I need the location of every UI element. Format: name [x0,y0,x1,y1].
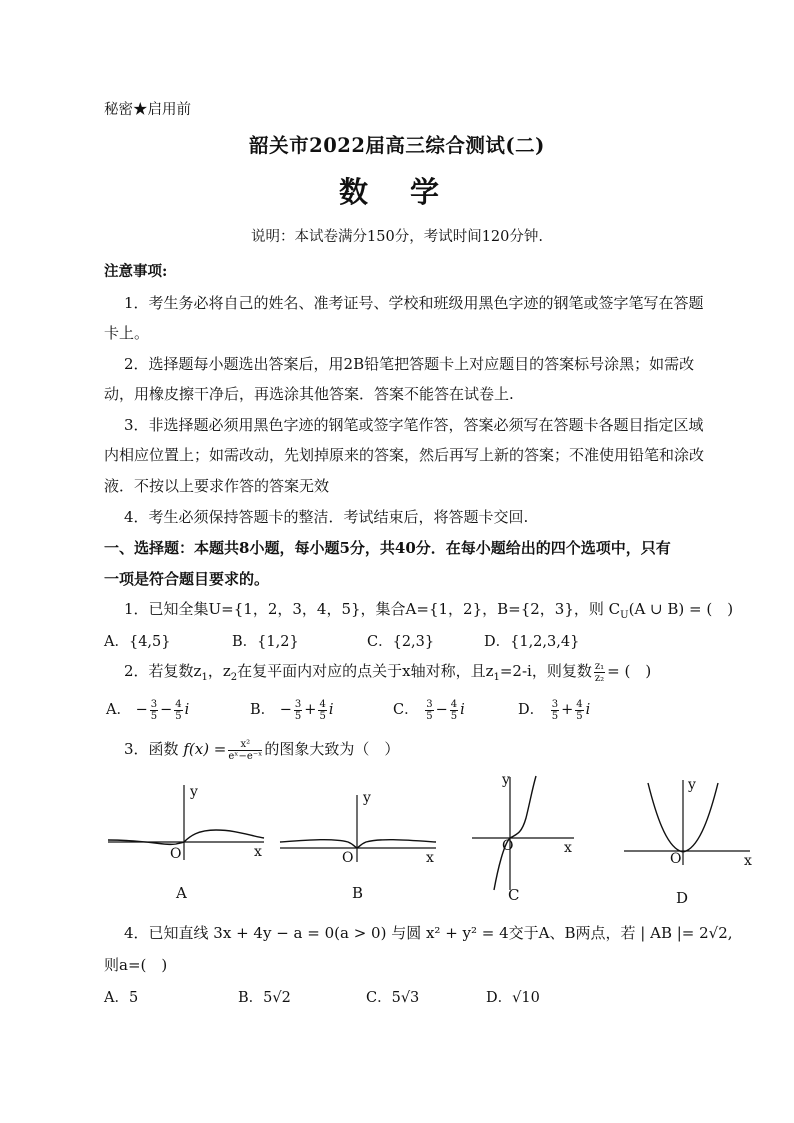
notice-line: 1．考生务必将自己的姓名、准考证号、学校和班级用黑色字迹的钢笔或签字笔写在答题 [124,294,704,312]
q2-option-c [393,698,465,722]
graph-d-y-label: y [688,777,696,793]
q3-stem-part: 3．函数 [124,740,179,758]
q1-complement-subscript: U [620,610,629,621]
question-1-stem [124,598,733,621]
notice-line: 2．选择题每小题选出答案后，用2B铅笔把答题卡上对应题目的答案标号涂黑；如需改 [124,355,695,373]
graph-b-y-label: y [363,790,371,806]
opt-frac [174,699,182,722]
imag-unit: i [460,702,465,718]
section-heading: 一、选择题：本题共8小题，每小题5分，共40分．在每小题给出的四个选项中，只有 [104,539,671,557]
opt-sign: − [279,702,292,718]
q4-option-b: B．5√2 [238,990,291,1006]
opt-label: B． [250,702,276,718]
graph-a-label: A [176,884,187,902]
q2-frac-num: z₁ [594,660,605,672]
notice-line: 液．不按以上要求作答的答案无效 [104,477,330,495]
q2-stem-part: ，z [207,662,231,680]
frac-den: 5 [450,710,458,722]
frac-num: 3 [150,698,158,710]
q3-fraction [228,739,262,762]
graph-d-svg [622,775,756,910]
opt-sign: − [135,702,148,718]
frac-num: 4 [450,698,458,710]
q3-function: f(x) = [183,740,227,758]
question-4-stem: 4．已知直线 3x + 4y − a = 0(a > 0) 与圆 x² + y² = 4交于A、B两点，若 | AB |= 2√2, [124,924,733,942]
q2-subscript: 1 [493,672,500,683]
frac-den: 5 [551,710,559,722]
frac-num: 3 [294,698,302,710]
q1-stem-tail: (A ∪ B) = ( ) [628,600,734,618]
frac-num: 3 [551,698,559,710]
exam-description: 说明：本试卷满分150分，考试时间120分钟. [251,229,543,245]
imag-unit: i [585,702,591,718]
notice-line: 动，用橡皮擦干净后，再选涂其他答案．答案不能答在试卷上. [104,385,514,403]
opt-frac [450,699,458,722]
q3-frac-num: x² [228,739,262,751]
opt-frac [150,699,158,722]
opt-sign: − [435,702,448,718]
question-4-stem-cont: 则a=( ) [104,956,168,974]
frac-den: 5 [426,710,433,722]
opt-sign: − [160,702,173,718]
q2-fraction [594,661,605,684]
opt-frac [425,699,433,722]
q2-stem-part: 2．若复数z [124,662,202,680]
q1-option-c: C．{2,3} [367,634,435,650]
frac-den: 5 [576,710,583,722]
q3-graph-b [278,790,438,905]
q3-graph-d [622,775,756,910]
question-3-stem [124,738,399,762]
graph-a-origin-label: O [170,846,182,862]
frac-num: 4 [319,698,326,710]
frac-den: 5 [294,710,302,722]
opt-label: C． [393,702,419,718]
q2-subscript: 2 [230,672,238,683]
frac-den: 5 [175,710,182,722]
q2-frac-den: z₂ [594,672,605,684]
opt-frac [318,699,326,722]
section-heading-cont: 一项是符合题目要求的。 [104,570,270,588]
opt-frac [294,699,302,722]
graph-c-y-label: y [502,772,510,788]
q3-stem-part: 的图象大致为（ ） [264,740,400,758]
imag-unit: i [184,702,190,718]
q3-graph-a [106,780,266,905]
q2-option-b [250,698,333,722]
q2-subscript: 1 [201,672,208,683]
frac-den: 5 [150,710,158,722]
q1-stem-text: 1．已知全集U={1，2，3，4，5}，集合A={1，2}，B={2，3}，则 C [124,600,621,618]
q4-option-a: A．5 [104,990,139,1006]
imag-unit: i [328,702,334,718]
q2-option-d [518,698,590,722]
q1-option-a: A．{4,5} [104,634,171,650]
graph-c-x-label: x [564,840,572,856]
notice-line: 4．考生必须保持答题卡的整洁．考试结束后，将答题卡交回. [124,508,529,526]
q2-stem-part: =2-i，则复数 [499,662,592,680]
graph-a-y-label: y [190,784,198,800]
opt-sign: + [304,702,317,718]
frac-num: 4 [175,698,182,710]
notice-heading: 注意事项: [104,263,168,280]
opt-label: D． [518,702,545,718]
q4-option-c: C．5√3 [366,990,420,1006]
notice-line: 卡上。 [104,324,150,342]
graph-b-origin-label: O [342,850,354,866]
graph-d-origin-label: O [670,851,682,867]
graph-c-label: C [508,886,520,904]
frac-den: 5 [319,710,326,722]
graph-d-x-label: x [744,853,752,869]
q2-option-a [106,698,189,722]
opt-label: A． [106,702,131,718]
exam-title: 韶关市2022届高三综合测试(二) [249,134,545,157]
q3-frac-den: eˣ−e⁻ˣ [228,750,263,762]
q2-stem-part: = ( ) [607,662,652,680]
secret-label: 秘密★启用前 [104,102,191,118]
frac-num: 3 [426,698,433,710]
graph-d-label: D [676,889,689,907]
notice-line: 内相应位置上；如需改动，先划掉原来的答案，然后再写上新的答案；不准使用铅笔和涂改 [104,446,705,464]
subject-title: 数 学 [338,175,456,209]
graph-b-label: B [352,884,364,902]
opt-sign: + [561,702,574,718]
q2-stem-part: 在复平面内对应的点关于x轴对称，且z [237,662,494,680]
opt-frac [551,699,559,722]
frac-num: 4 [576,698,583,710]
opt-frac [575,699,583,722]
q3-graph-c [470,772,580,907]
question-2-stem [124,660,651,684]
notice-line: 3．非选择题必须用黑色字迹的钢笔或签字笔作答，答案必须写在答题卡各题目指定区域 [124,416,704,434]
graph-b-x-label: x [426,850,434,866]
q1-option-b: B．{1,2} [232,634,299,650]
graph-a-x-label: x [254,844,262,860]
graph-c-origin-label: O [502,838,514,854]
q1-option-d: D．{1,2,3,4} [484,634,580,650]
q4-option-d: D．√10 [486,990,540,1006]
